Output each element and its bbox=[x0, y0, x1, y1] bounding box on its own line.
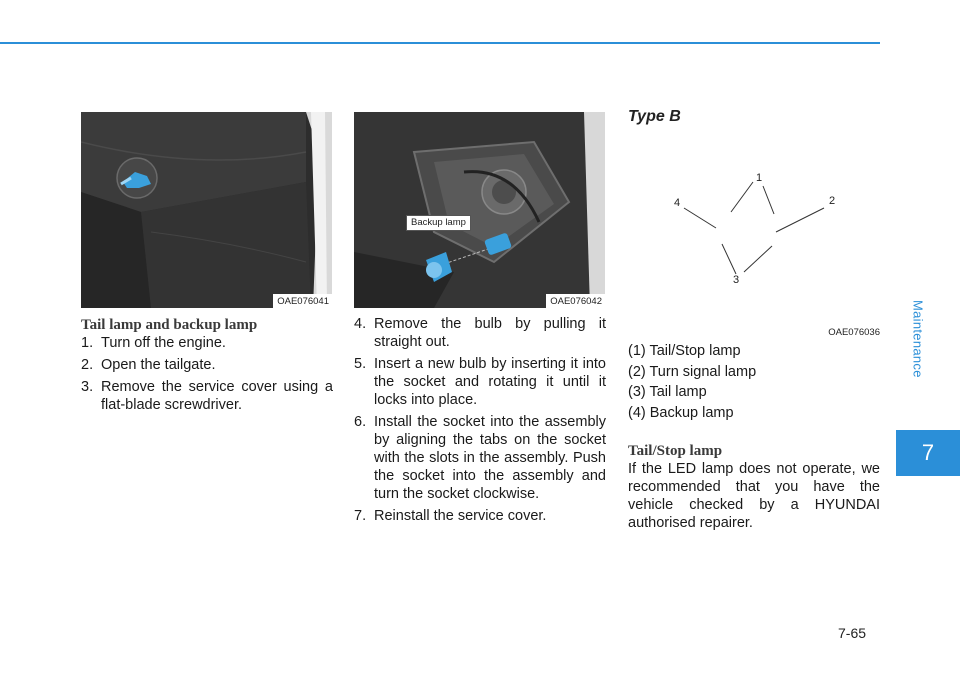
type-heading: Type B bbox=[628, 108, 681, 125]
chapter-number-tab: 7 bbox=[896, 430, 960, 476]
step-text: Remove the bulb by pulling it straight out. bbox=[374, 316, 606, 350]
diagram-code: OAE076036 bbox=[828, 327, 880, 338]
chapter-label: Maintenance bbox=[910, 300, 926, 378]
step-number: 1. bbox=[81, 335, 94, 351]
photo-code: OAE076041 bbox=[273, 294, 332, 308]
step-item bbox=[354, 413, 606, 503]
step-text: Reinstall the service cover. bbox=[374, 508, 547, 524]
diagram-label: 1 bbox=[756, 172, 763, 184]
legend-item: (3) Tail lamp bbox=[628, 384, 707, 401]
step-item bbox=[354, 355, 606, 409]
step-text: Insert a new bulb by inserting it into the socket and rotating it until it locks into place. bbox=[374, 356, 606, 408]
step-text: Open the tailgate. bbox=[101, 357, 216, 373]
body-paragraph: If the LED lamp does not operate, we recommended that you have the vehicle checked by a HYUNDAI authorised repairer. bbox=[628, 460, 880, 531]
step-item bbox=[354, 507, 606, 525]
step-item bbox=[81, 334, 333, 352]
diagram-label: 4 bbox=[674, 197, 681, 209]
step-number: 6. bbox=[354, 414, 367, 430]
step-number: 7. bbox=[354, 508, 367, 524]
step-item bbox=[81, 378, 333, 414]
step-text: Install the socket into the assembly by aligning the tabs on the socket with the slots in the assembly. Push the socket into the assembly and turn the socket clockwise. bbox=[374, 414, 606, 502]
step-number: 3. bbox=[81, 379, 94, 395]
legend-item: (1) Tail/Stop lamp bbox=[628, 343, 741, 359]
legend-item: (2) Turn signal lamp bbox=[628, 363, 757, 380]
header-rule bbox=[0, 42, 880, 44]
service-cover-illustration bbox=[81, 112, 332, 308]
backup-lamp-callout: Backup lamp bbox=[406, 215, 471, 231]
step-number: 5. bbox=[354, 356, 367, 372]
page-number: 7-65 bbox=[838, 625, 867, 641]
section-title: Tail lamp and backup lamp bbox=[81, 317, 258, 333]
step-number: 2. bbox=[81, 357, 94, 373]
leader-lines bbox=[628, 160, 880, 338]
step-item bbox=[354, 315, 606, 351]
step-text: Turn off the engine. bbox=[101, 335, 226, 351]
diagram-label: 3 bbox=[733, 274, 740, 286]
photo-code: OAE076042 bbox=[546, 294, 605, 308]
middle-column bbox=[354, 315, 606, 529]
lamp-socket-illustration bbox=[354, 112, 605, 308]
step-item bbox=[81, 356, 333, 374]
lamp-position-diagram bbox=[628, 160, 880, 338]
legend-item: (4) Backup lamp bbox=[628, 404, 734, 421]
step-text: Remove the service cover using a flat-blade screwdriver. bbox=[101, 379, 333, 413]
left-column bbox=[81, 316, 333, 418]
diagram-label: 2 bbox=[829, 195, 836, 207]
right-column bbox=[628, 342, 880, 532]
step-number: 4. bbox=[354, 316, 367, 332]
photo-service-cover bbox=[81, 112, 332, 308]
photo-backup-lamp-socket bbox=[354, 112, 605, 308]
section-subtitle: Tail/Stop lamp bbox=[628, 442, 723, 459]
